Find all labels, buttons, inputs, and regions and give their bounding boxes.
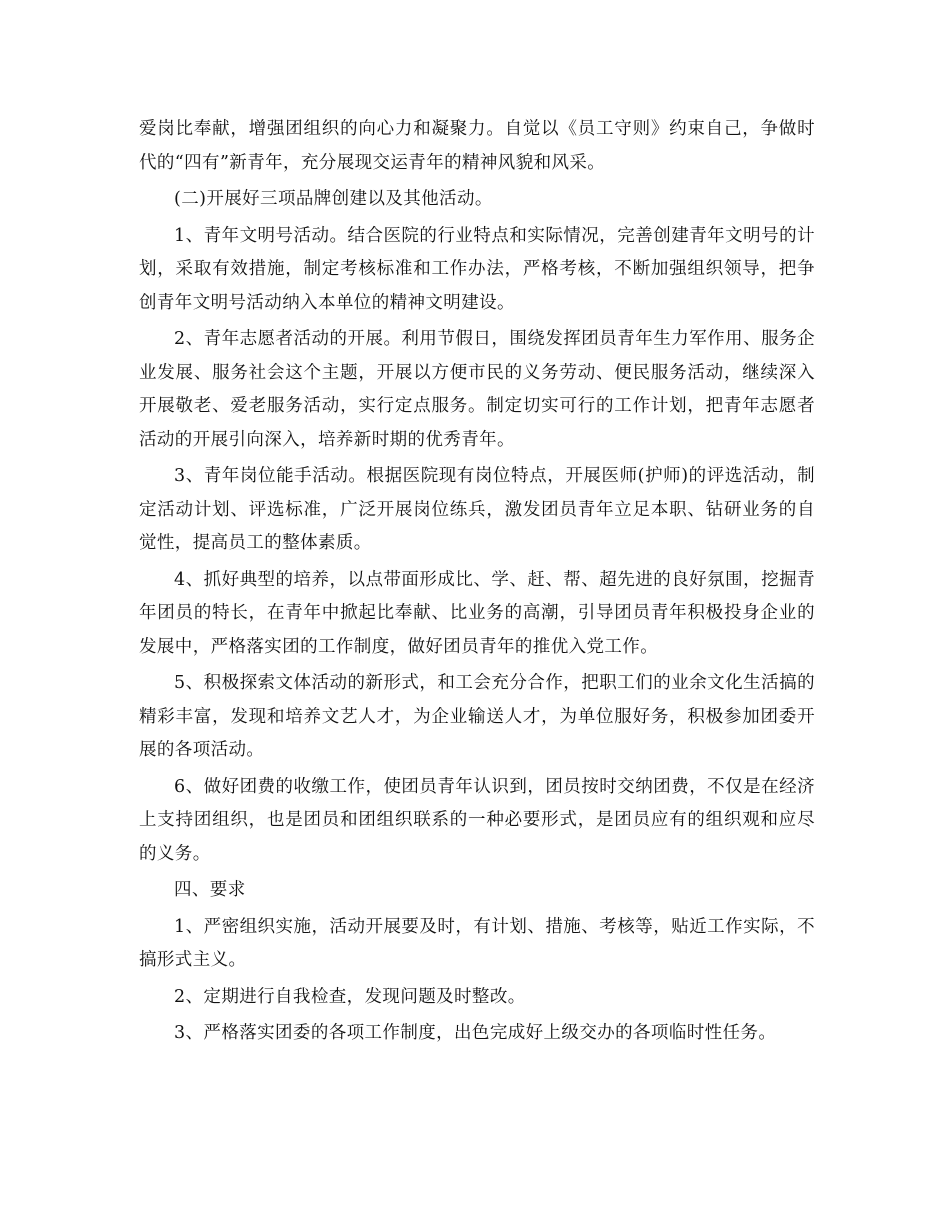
paragraph-item-3: 3、青年岗位能手活动。根据医院现有岗位特点，开展医师(护师)的评选活动，制定活动计划、评选标准，广泛开展岗位练兵，激发团员青年立足本职、钻研业务的自觉性，提高员工的整体素质。 — [139, 466, 815, 553]
paragraph-item-6: 6、做好团费的收缴工作，使团员青年认识到，团员按时交纳团费，不仅是在经济上支持团组织，也是团员和团组织联系的一种必要形式，是团员应有的组织观和应尽的义务。 — [139, 776, 815, 864]
requirement-item-3: 3、严格落实团委的各项工作制度，出色完成好上级交办的各项临时性任务。 — [174, 1023, 777, 1043]
paragraph-item-2: 2、青年志愿者活动的开展。利用节假日，围绕发挥团员青年生力军作用、服务企业发展、服务社会这个主题，开展以方便市民的义务劳动、便民服务活动，继续深入开展敬老、爱老服务活动，实行定点服务。制定切实可行的工作计划，把青年志愿者活动的开展引向深入，培养新时期的优秀青年。 — [139, 329, 815, 450]
paragraph-item-1: 1、青年文明号活动。结合医院的行业特点和实际情况，完善创建青年文明号的计划，采取有效措施，制定考核标准和工作办法，严格考核，不断加强组织领导，把争创青年文明号活动纳入本单位的精神文明建设。 — [139, 225, 815, 313]
paragraph-item-4: 4、抓好典型的培养，以点带面形成比、学、赶、帮、超先进的良好氛围，挖掘青年团员的特长，在青年中掀起比奉献、比业务的高潮，引导团员青年积极投身企业的发展中，严格落实团的工作制度，做好团员青年的推优入党工作。 — [139, 569, 815, 657]
section-heading-requirements: 四、要求 — [174, 880, 246, 900]
requirement-item-1: 1、严密组织实施，活动开展要及时，有计划、措施、考核等，贴近工作实际，不搞形式主义。 — [139, 916, 815, 970]
paragraph-continuation: 爱岗比奉献，增强团组织的向心力和凝聚力。自觉以《员工守则》约束自己，争做时代的“四有”新青年，充分展现交运青年的精神风貌和风采。 — [139, 119, 815, 173]
paragraph-item-5: 5、积极探索文体活动的新形式，和工会充分合作，把职工们的业余文化生活搞的精彩丰富，发现和培养文艺人才，为企业输送人才，为单位服好务，积极参加团委开展的各项活动。 — [139, 673, 815, 760]
document-body — [139, 113, 815, 1054]
section-heading-brand-activities: (二)开展好三项品牌创建以及其他活动。 — [174, 189, 493, 209]
requirement-item-2: 2、定期进行自我检查，发现问题及时整改。 — [174, 986, 526, 1007]
